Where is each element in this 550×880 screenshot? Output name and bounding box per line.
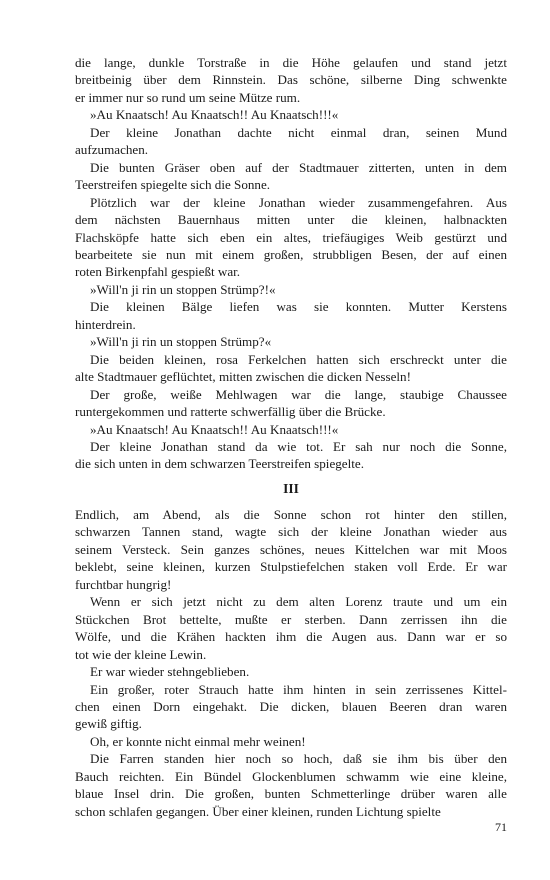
text-line: furchtbar hungrig! [75, 576, 172, 592]
text-line: er immer nur so rund um seine Mütze rum. [75, 89, 301, 105]
text-line: Teerstreifen spiegelte sich die Sonne. [75, 177, 271, 193]
text-line: Die Farren standen hier noch so hoch, daß sie ihm bis über den [90, 751, 507, 767]
text-line: »Au Knaatsch! Au Knaatsch!! Au Knaatsch!!!« [90, 421, 339, 437]
page-number: 71 [495, 820, 507, 834]
text-line: gewiß giftig. [75, 716, 142, 732]
text-line: roten Birkenpfahl gespießt war. [75, 264, 241, 280]
text-line: bearbeitete sie nun mit einem großen, strubbligen Besen, der auf einen [75, 246, 507, 262]
text-line: schwarzen Tannen stand, wagte sich der kleine Jonathan wieder aus [75, 524, 507, 540]
text-line: Die beiden kleinen, rosa Ferkelchen hatten sich erschreckt unter die [90, 351, 507, 367]
text-line: Der kleine Jonathan dachte nicht einmal dran, seinen Mund [90, 124, 507, 140]
text-line: Die bunten Gräser oben auf der Stadtmauer zitterten, unten in dem [90, 159, 507, 175]
text-line: hinterdrein. [75, 316, 136, 332]
text-line: chen einen Dorn eingehakt. Die dicken, blauen Beeren dran waren [75, 698, 507, 714]
text-line: »Will'n ji rin un stoppen Strümp?« [90, 334, 272, 350]
text-line: »Au Knaatsch! Au Knaatsch!! Au Knaatsch!!!« [90, 107, 339, 123]
text-line: tot wie der kleine Lewin. [75, 646, 207, 662]
text-line: beklebt, seine kleinen, kurzen Stulpstiefelchen staken voll Erde. Er war [75, 559, 507, 575]
text-line: alte Stadtmauer geflüchtet, mitten zwischen die dicken Nesseln! [75, 369, 411, 385]
text-line: die sich unten in dem schwarzen Teerstreifen spiegelte. [75, 456, 364, 472]
text-line: seinem Versteck. Sein ganzes schönes, neues Kittelchen war mit Moos [75, 541, 507, 557]
text-line: Der kleine Jonathan stand da wie tot. Er sah nur noch die Sonne, [90, 438, 507, 454]
text-line: Ein großer, roter Strauch hatte ihm hinten in sein zerrissenes Kittel- [90, 681, 507, 697]
text-line: blaue Insel drin. Die großen, bunten Schmetterlinge drüber waren alle [75, 786, 507, 802]
text-line: Bauch reichten. Ein Bündel Glockenblumen schwamm wie eine kleine, [75, 768, 507, 784]
text-line: Plötzlich war der kleine Jonathan wieder zusammengefahren. Aus [90, 194, 507, 210]
text-line: die lange, dunkle Torstraße in die Höhe gelaufen und stand jetzt [75, 55, 507, 70]
text-line: Flachsköpfe hatte sich eben ein altes, triefäugiges Weib gestürzt und [75, 229, 507, 245]
text-line: »Will'n ji rin un stoppen Strümp?!« [90, 281, 276, 297]
text-line: runtergekommen und ratterte schwerfällig über die Brücke. [75, 404, 386, 420]
text-line: Oh, er konnte nicht einmal mehr weinen! [90, 733, 306, 749]
text-line: Stückchen Brot bettelte, mußte er sterben. Dann zerrissen ihn die [75, 611, 507, 627]
section-one-text [75, 54, 507, 473]
text-line: schon schlafen gegangen. Über einer kleinen, runden Lichtung spielte [75, 803, 441, 819]
text-line: breitbeinig über dem Rinnstein. Das schöne, silberne Ding schwenkte [75, 72, 507, 88]
chapter-heading: III [283, 481, 299, 496]
text-line: dem nächsten Bauernhaus mitten unter die kleinen, halbnackten [75, 212, 507, 228]
text-line: Er war wieder stehngeblieben. [90, 664, 250, 680]
section-two-text [75, 506, 507, 820]
text-line: Der große, weiße Mehlwagen war die lange, staubige Chaussee [90, 386, 507, 402]
text-line: aufzumachen. [75, 142, 149, 158]
text-line: Wölfe, und die Krähen hackten ihm die Augen aus. Dann war er so [75, 629, 507, 645]
text-line: Die kleinen Bälge liefen was sie konnten. Mutter Kerstens [90, 299, 507, 315]
text-line: Endlich, am Abend, als die Sonne schon rot hinter den stillen, [75, 507, 507, 522]
text-line: Wenn er sich jetzt nicht zu dem alten Lorenz traute und um ein [90, 594, 507, 610]
